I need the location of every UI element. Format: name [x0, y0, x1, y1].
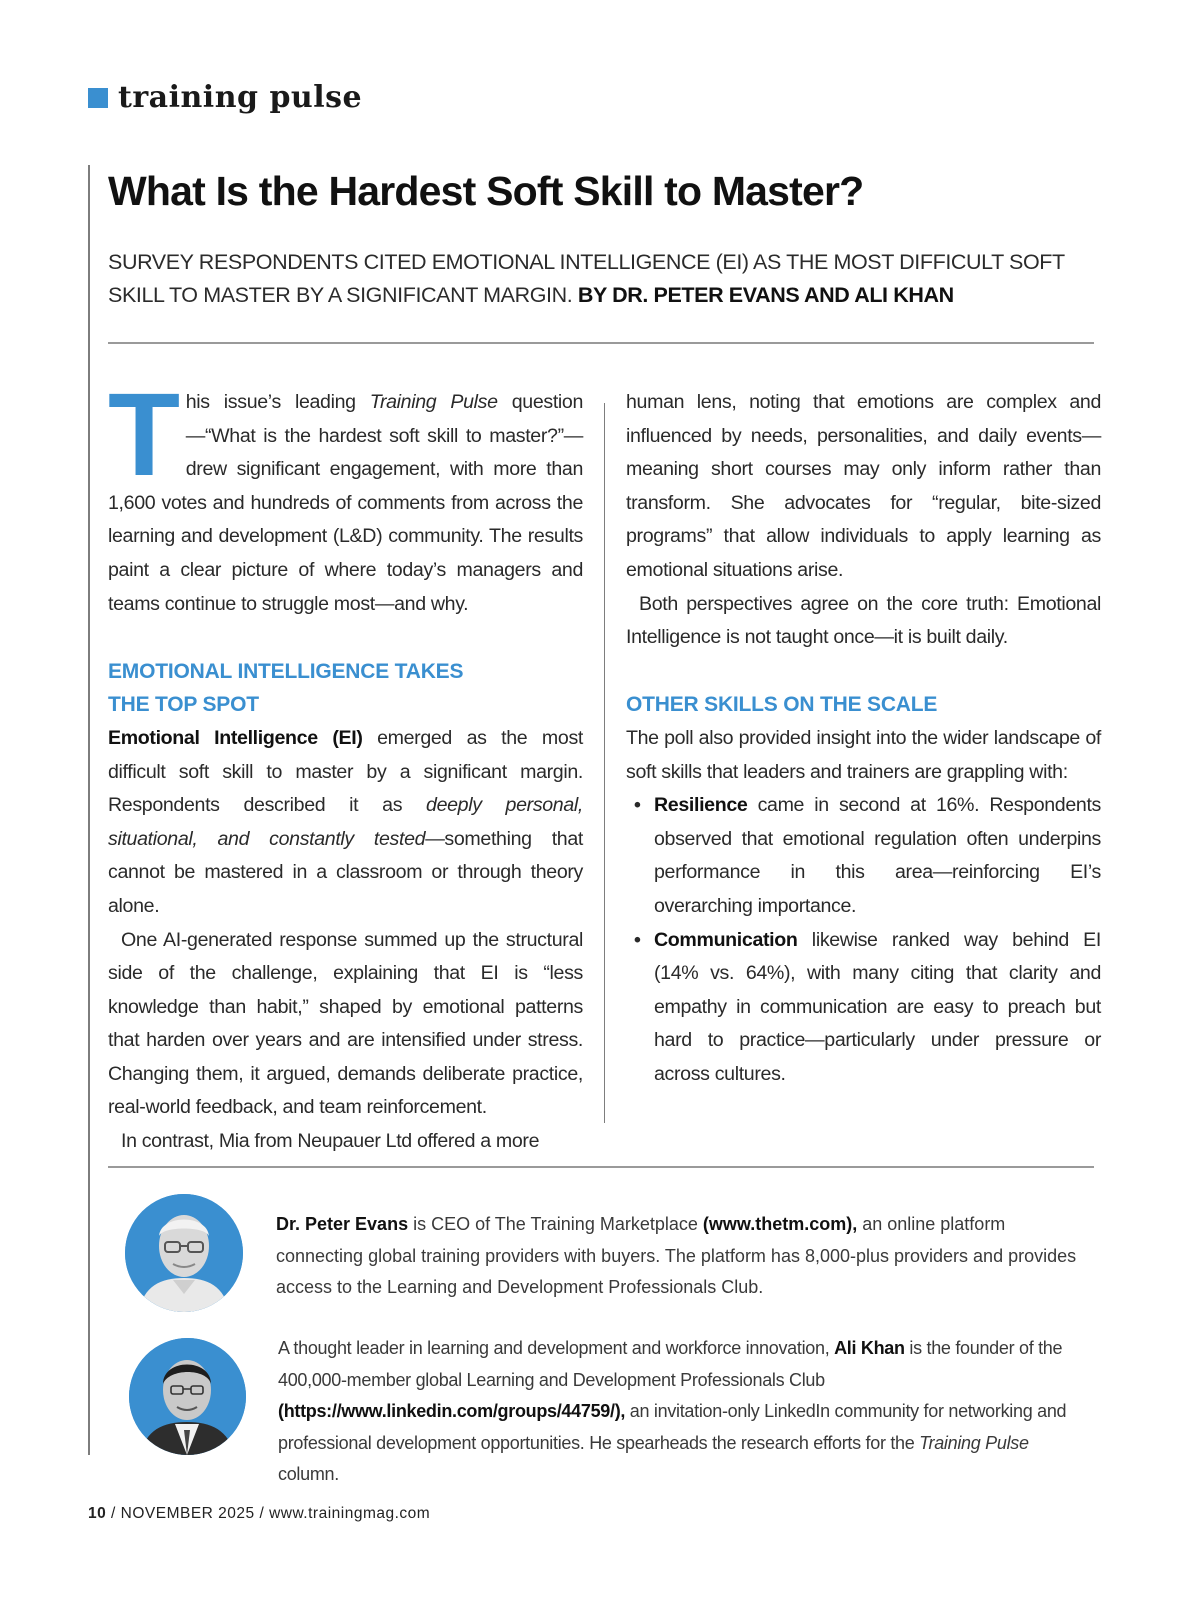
intro-text-2: question —“What is the hardest soft skill to master?”— drew significant engagement, with more than 1,600 votes and hundreds of comments from across the learning and development (L&D) community. The results paint a clear picture of where today’s managers and teams continue to struggle most—and why. [108, 391, 584, 615]
left-column [108, 369, 584, 1159]
bullet-resilience-text [654, 789, 1101, 923]
perspectives-paragraph: Both perspectives agree on the core truth: Emotional Intelligence is not taught once—it is built daily. [626, 592, 1101, 649]
ei-paragraph [108, 722, 583, 924]
bullet-resilience [626, 789, 1101, 923]
ei-text-1: emerged as the most difficult soft skill to master by a significant margin. Respondents described it as [108, 726, 583, 817]
bio-ali-khan-text [278, 1333, 1093, 1491]
avatar-ali-khan [129, 1338, 246, 1455]
section-marker [88, 88, 108, 108]
ei-bold-term: Emotional Intelligence (EI) [108, 726, 363, 749]
intro-italic: Training Pulse [369, 391, 498, 413]
column-divider [604, 403, 605, 1123]
page-footer [88, 1505, 430, 1523]
bio-peter-evans-t2: an online platform connecting global training providers with buyers. The platform has 8,000-plus providers and provides access to the Learning and Development Professionals Club. [276, 1214, 1077, 1297]
bullet-communication-text [654, 924, 1101, 1092]
bio-ali-khan-t3: column. [278, 1464, 339, 1484]
avatar-peter-evans [125, 1194, 243, 1312]
subhead-other-skills: OTHER SKILLS ON THE SCALE [626, 693, 938, 717]
bio-ali-khan-t2: an invitation-only LinkedIn community for networking and professional development opportunities. He spearheads the research efforts for the [278, 1401, 1067, 1453]
section-label: training pulse [118, 80, 363, 115]
human-lens-paragraph: human lens, noting that emotions are complex and influenced by needs, personalities, and daily events—meaning short courses may only inform rather than transform. She advocates for “regular, bite-sized programs” that allow individuals to apply learning as emotional situations arise. [626, 391, 1101, 581]
bullet-dot: • [634, 794, 641, 817]
byline: BY DR. PETER EVANS AND ALI KHAN [577, 283, 954, 307]
bio-peter-evans [276, 1209, 1096, 1304]
ai-response-paragraph: One AI-generated response summed up the structural side of the challenge, explaining that EI is “less knowledge than habit,” shaped by emotional patterns that harden over years and are intensified under stress. Changing them, it argued, demands deliberate practice, real-world feedback, and team reinforcement. [108, 928, 583, 1119]
bio-ali-khan-t0: A thought leader in learning and development and workforce innovation, [278, 1338, 835, 1358]
bio-peter-evans-t1: is CEO of The Training Marketplace [408, 1214, 703, 1234]
dek-text: SURVEY RESPONDENTS CITED EMOTIONAL INTELLIGENCE (EI) AS THE MOST DIFFICULT SOFT SKILL TO MASTER BY A SIGNIFICANT MARGIN. [108, 250, 1065, 307]
bio-ali-khan-italic: Training Pulse [919, 1432, 1029, 1453]
drop-cap: T [108, 369, 180, 501]
linkedin-group-link[interactable]: (https://www.linkedin.com/groups/44759/), [278, 1401, 626, 1421]
poll-paragraph: The poll also provided insight into the wider landscape of soft skills that leaders and trainers are grappling with: [626, 726, 1101, 783]
thetm-link[interactable]: (www.thetm.com), [702, 1214, 858, 1234]
contrast-paragraph: In contrast, Mia from Neupauer Ltd offered a more [121, 1130, 540, 1153]
bullet-resilience-body: came in second at 16%. Respondents observed that emotional regulation often underpins performance in this area—reinforcing EI’s overarching importance. [654, 794, 1101, 917]
ei-text-2: —something that cannot be mastered in a classroom or through theory alone. [108, 827, 583, 917]
page-number: 10 [88, 1505, 107, 1522]
portrait-ali-khan-icon [129, 1338, 246, 1455]
bullet-communication [626, 924, 1101, 1092]
intro-text-1: his issue’s leading [185, 391, 370, 413]
subhead-ei-top-spot: EMOTIONAL INTELLIGENCE TAKES THE TOP SPOT [108, 659, 464, 717]
article-title: What Is the Hardest Soft Skill to Master? [108, 168, 864, 214]
bio-peter-evans-text [276, 1209, 1096, 1304]
bio-ali-khan [278, 1333, 1093, 1491]
header-divider [108, 342, 1094, 344]
bio-peter-evans-name: Dr. Peter Evans [276, 1214, 409, 1234]
bullet-dot: • [634, 928, 641, 951]
left-margin-rule [88, 165, 90, 1455]
ei-italic: deeply personal, situational, and constantly tested [108, 794, 583, 850]
bio-divider [108, 1166, 1094, 1168]
bullet-communication-term: Communication [654, 928, 798, 951]
article-dek [108, 246, 1108, 312]
right-column [626, 386, 1101, 1091]
section-tag [88, 80, 362, 115]
bullet-communication-body: likewise ranked way behind EI (14% vs. 64%), with many citing that clarity and empathy in communication are easy to preach but hard to practice—particularly under pressure or across cultures. [654, 928, 1101, 1085]
intro-paragraph [108, 369, 584, 621]
portrait-peter-evans-icon [125, 1194, 243, 1312]
issue-date-and-url: / NOVEMBER 2025 / www.trainingmag.com [106, 1505, 431, 1522]
bio-ali-khan-name: Ali Khan [834, 1338, 905, 1358]
bio-ali-khan-t1: is the founder of the 400,000-member global Learning and Development Professionals Club [278, 1338, 1063, 1390]
bullet-resilience-term: Resilience [654, 794, 748, 817]
